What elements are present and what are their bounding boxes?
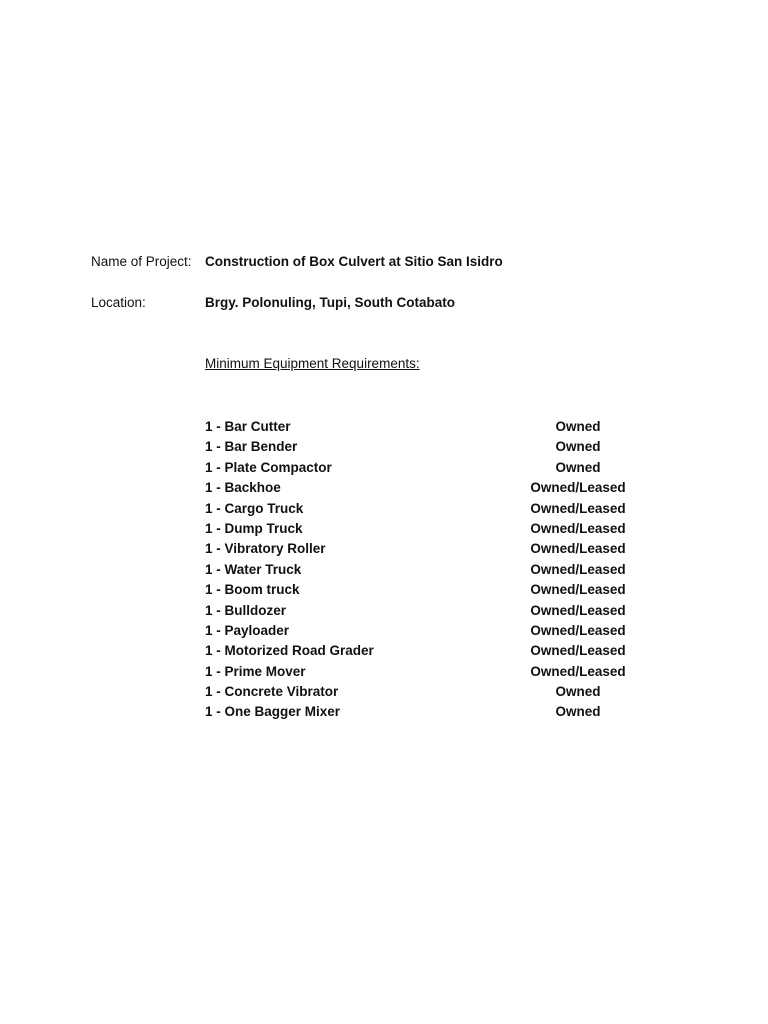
equipment-item: 1 - Vibratory Roller [205,541,326,557]
equipment-ownership: Owned/Leased [530,602,626,618]
equipment-ownership: Owned/Leased [530,561,626,577]
equipment-row [205,458,675,478]
equipment-item: 1 - Water Truck [205,561,302,577]
equipment-item: 1 - Motorized Road Grader [205,643,374,659]
equipment-item: 1 - Bar Cutter [205,419,291,434]
equipment-item: 1 - Plate Compactor [205,459,332,475]
equipment-item: 1 - Bar Bender [205,439,298,455]
equipment-row [205,417,675,437]
equipment-row [205,641,675,661]
project-name-value: Construction of Box Culvert at Sitio San Isidro [205,254,503,269]
equipment-ownership: Owned/Leased [530,582,626,598]
equipment-ownership: Owned [555,439,601,455]
equipment-row [205,662,675,682]
equipment-ownership: Owned [555,459,601,475]
equipment-item: 1 - Bulldozer [205,602,287,618]
equipment-ownership: Owned/Leased [530,500,626,516]
equipment-row [205,621,675,641]
equipment-ownership: Owned/Leased [530,643,626,659]
equipment-row [205,519,675,539]
equipment-item: 1 - One Bagger Mixer [205,704,341,720]
equipment-ownership: Owned/Leased [530,541,626,557]
equipment-row [205,580,675,600]
equipment-row [205,601,675,621]
equipment-row [205,560,675,580]
equipment-requirements-heading: Minimum Equipment Requirements: [205,356,420,371]
equipment-item: 1 - Prime Mover [205,663,306,679]
project-name-label: Name of Project: [91,254,192,269]
equipment-ownership: Owned/Leased [530,480,626,496]
equipment-ownership: Owned/Leased [530,520,626,536]
equipment-item: 1 - Backhoe [205,480,281,496]
equipment-item: 1 - Boom truck [205,582,300,598]
equipment-row [205,499,675,519]
equipment-row [205,478,675,498]
equipment-list [205,417,675,723]
equipment-ownership: Owned [555,419,601,434]
equipment-item: 1 - Cargo Truck [205,500,304,516]
equipment-ownership: Owned/Leased [530,663,626,679]
equipment-ownership: Owned [555,684,601,700]
equipment-row [205,539,675,559]
equipment-row [205,682,675,702]
location-label: Location: [91,295,146,310]
equipment-ownership: Owned/Leased [530,622,626,638]
location-value: Brgy. Polonuling, Tupi, South Cotabato [205,295,455,310]
equipment-item: 1 - Concrete Vibrator [205,684,339,700]
equipment-row [205,702,675,722]
equipment-ownership: Owned [555,704,601,720]
equipment-row [205,437,675,457]
equipment-item: 1 - Payloader [205,622,290,638]
equipment-item: 1 - Dump Truck [205,520,303,536]
